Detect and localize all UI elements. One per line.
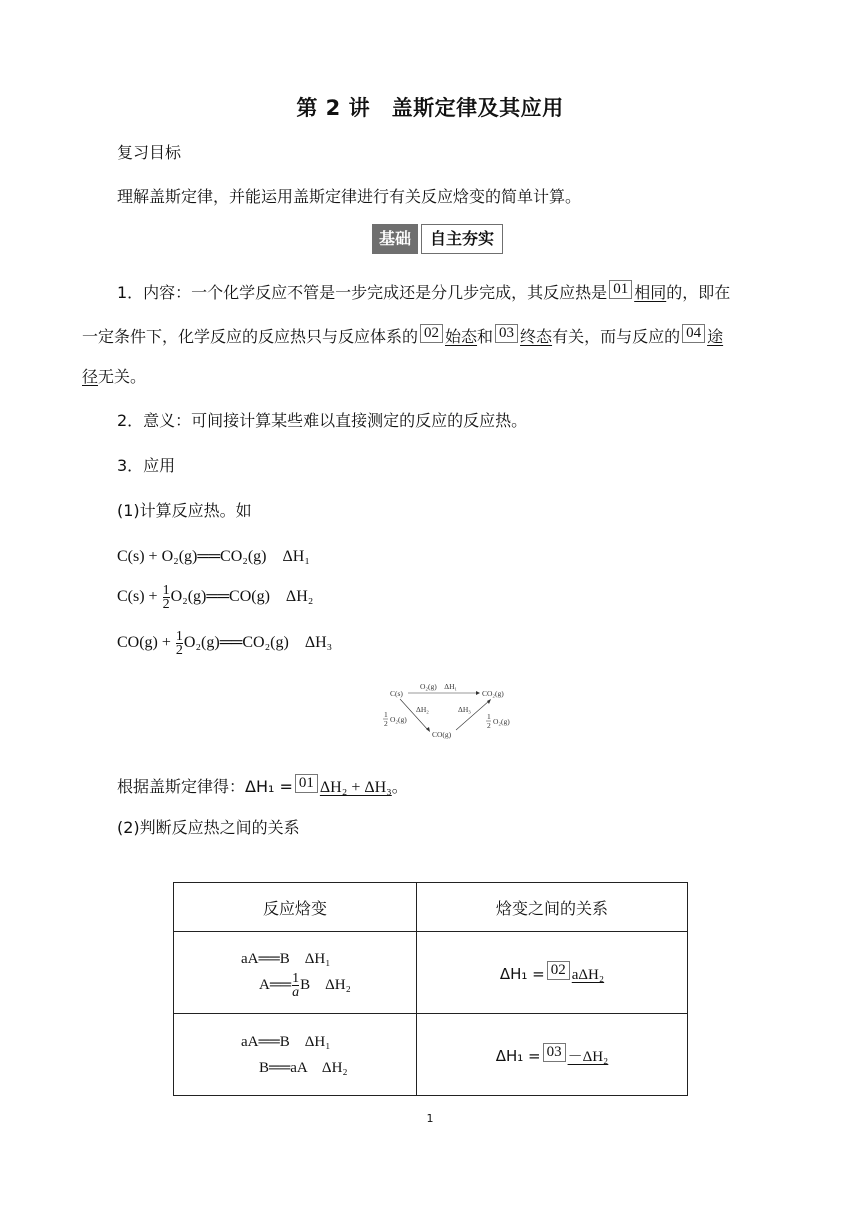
fraction-denominator: 2 — [175, 643, 183, 658]
content-line-1 — [117, 280, 730, 304]
equation-text: CO(g) + — [117, 634, 175, 652]
equation-text: O₂(g)══CO(g) ΔH₂ — [170, 588, 314, 606]
content-text: 1．内容：一个化学反应不管是一步完成还是分几步完成，其反应热是 — [117, 283, 608, 302]
reaction-text: A══ — [259, 976, 292, 993]
hess-result — [117, 774, 408, 799]
fraction — [292, 972, 299, 999]
reaction-line: aA══B ΔH₁ — [241, 1033, 331, 1050]
content-text: 无关。 — [98, 367, 147, 386]
table-row — [174, 1014, 688, 1096]
equation-2 — [117, 584, 313, 611]
table-header-relation: 焓变之间的关系 — [417, 883, 688, 932]
table-row — [174, 932, 688, 1014]
reaction-line: aA══B ΔH₁ — [241, 950, 331, 967]
diagram-co2: CO₂(g) — [482, 689, 504, 698]
result-text: 。 — [391, 777, 408, 796]
reaction-line: B══aA ΔH₂ — [259, 1059, 348, 1076]
answer-text: 径 — [82, 367, 99, 386]
diagram-right-o2: O₂(g) — [493, 717, 510, 726]
half-num-left: 1 — [384, 710, 388, 719]
table-cell-reactions — [174, 1014, 417, 1096]
relation-text: ΔH₁ = — [499, 965, 545, 983]
answer-box: 02 — [547, 961, 570, 980]
content-text: 有关，而与反应的 — [552, 327, 681, 346]
fraction — [163, 584, 170, 611]
fraction-numerator: 1 — [292, 971, 300, 987]
content-line-2 — [82, 324, 723, 348]
fraction-numerator: 1 — [162, 583, 170, 598]
result-text: 根据盖斯定律得：ΔH₁ = — [117, 777, 293, 796]
arrow-head — [476, 691, 480, 695]
review-text: 理解盖斯定律，并能运用盖斯定律进行有关反应焓变的简单计算。 — [117, 187, 582, 206]
answer-box: 01 — [295, 774, 318, 793]
answer-text: 终态 — [520, 327, 553, 346]
arrow-head — [426, 727, 430, 732]
diagram-co: CO(g) — [432, 730, 452, 739]
hess-cycle-diagram — [376, 682, 526, 742]
page-title: 第 2 讲 盖斯定律及其应用 — [296, 96, 564, 120]
fraction-numerator: 1 — [175, 629, 183, 644]
answer-box: 01 — [609, 280, 632, 299]
answer-box: 02 — [420, 324, 443, 343]
content-text: 一定条件下，化学反应的反应热只与反应体系的 — [82, 327, 419, 346]
sub-heading-2: (2)判断反应热之间的关系 — [117, 818, 300, 837]
table-cell-relation — [417, 1014, 688, 1096]
diagram-left-dh: ΔH₂ — [416, 705, 429, 714]
table-header-row — [174, 883, 688, 932]
diagram-right-dh: ΔH₃ — [458, 705, 471, 714]
half-num-right: 1 — [487, 712, 491, 721]
arrow-head — [487, 699, 491, 704]
answer-text: 相同 — [634, 283, 667, 302]
equation-1: C(s) + O₂(g)══CO₂(g) ΔH₁ — [117, 548, 310, 565]
diagram-top-label: O₂(g) ΔH₁ — [420, 682, 458, 691]
answer-text: aΔH₂ — [571, 967, 605, 983]
section-badge — [372, 224, 503, 254]
reaction-line — [175, 972, 415, 999]
equation-text: C(s) + — [117, 588, 162, 606]
relation-text: ΔH₁ = — [495, 1047, 541, 1065]
answer-box: 03 — [543, 1043, 566, 1062]
fraction-denominator: a — [292, 985, 300, 1001]
answer-text: 途 — [707, 327, 724, 346]
half-den-right: 2 — [487, 721, 491, 730]
half-den-left: 2 — [384, 719, 388, 728]
equation-3 — [117, 630, 332, 657]
page-number: 1 — [426, 1112, 434, 1125]
reaction-text: B ΔH₂ — [300, 976, 351, 993]
diagram-left-o2: O₂(g) — [390, 715, 407, 724]
equation-text: O₂(g)══CO₂(g) ΔH₃ — [183, 634, 333, 652]
review-heading: 复习目标 — [117, 143, 182, 162]
answer-text: －ΔH₂ — [567, 1049, 609, 1065]
answer-box: 04 — [682, 324, 705, 343]
table-cell-relation — [417, 932, 688, 1014]
diagram-c: C(s) — [390, 689, 403, 698]
meaning-text: 2．意义：可间接计算某些难以直接测定的反应的反应热。 — [117, 411, 528, 430]
answer-text: 始态 — [445, 327, 478, 346]
badge-self-study: 自主夯实 — [421, 224, 503, 254]
fraction — [176, 630, 183, 657]
content-line-3 — [82, 366, 146, 388]
application-heading: 3．应用 — [117, 456, 176, 475]
fraction-denominator: 2 — [162, 597, 170, 612]
answer-box: 03 — [495, 324, 518, 343]
content-text: 的，即在 — [666, 283, 731, 302]
table-cell-reactions — [174, 932, 417, 1014]
table-header-reaction: 反应焓变 — [174, 883, 417, 932]
answer-text: ΔH₂ + ΔH₃ — [319, 779, 392, 796]
content-text: 和 — [477, 327, 494, 346]
sub-heading-1: (1)计算反应热。如 — [117, 501, 252, 520]
badge-basic: 基础 — [372, 224, 418, 254]
enthalpy-relation-table — [173, 882, 688, 1096]
